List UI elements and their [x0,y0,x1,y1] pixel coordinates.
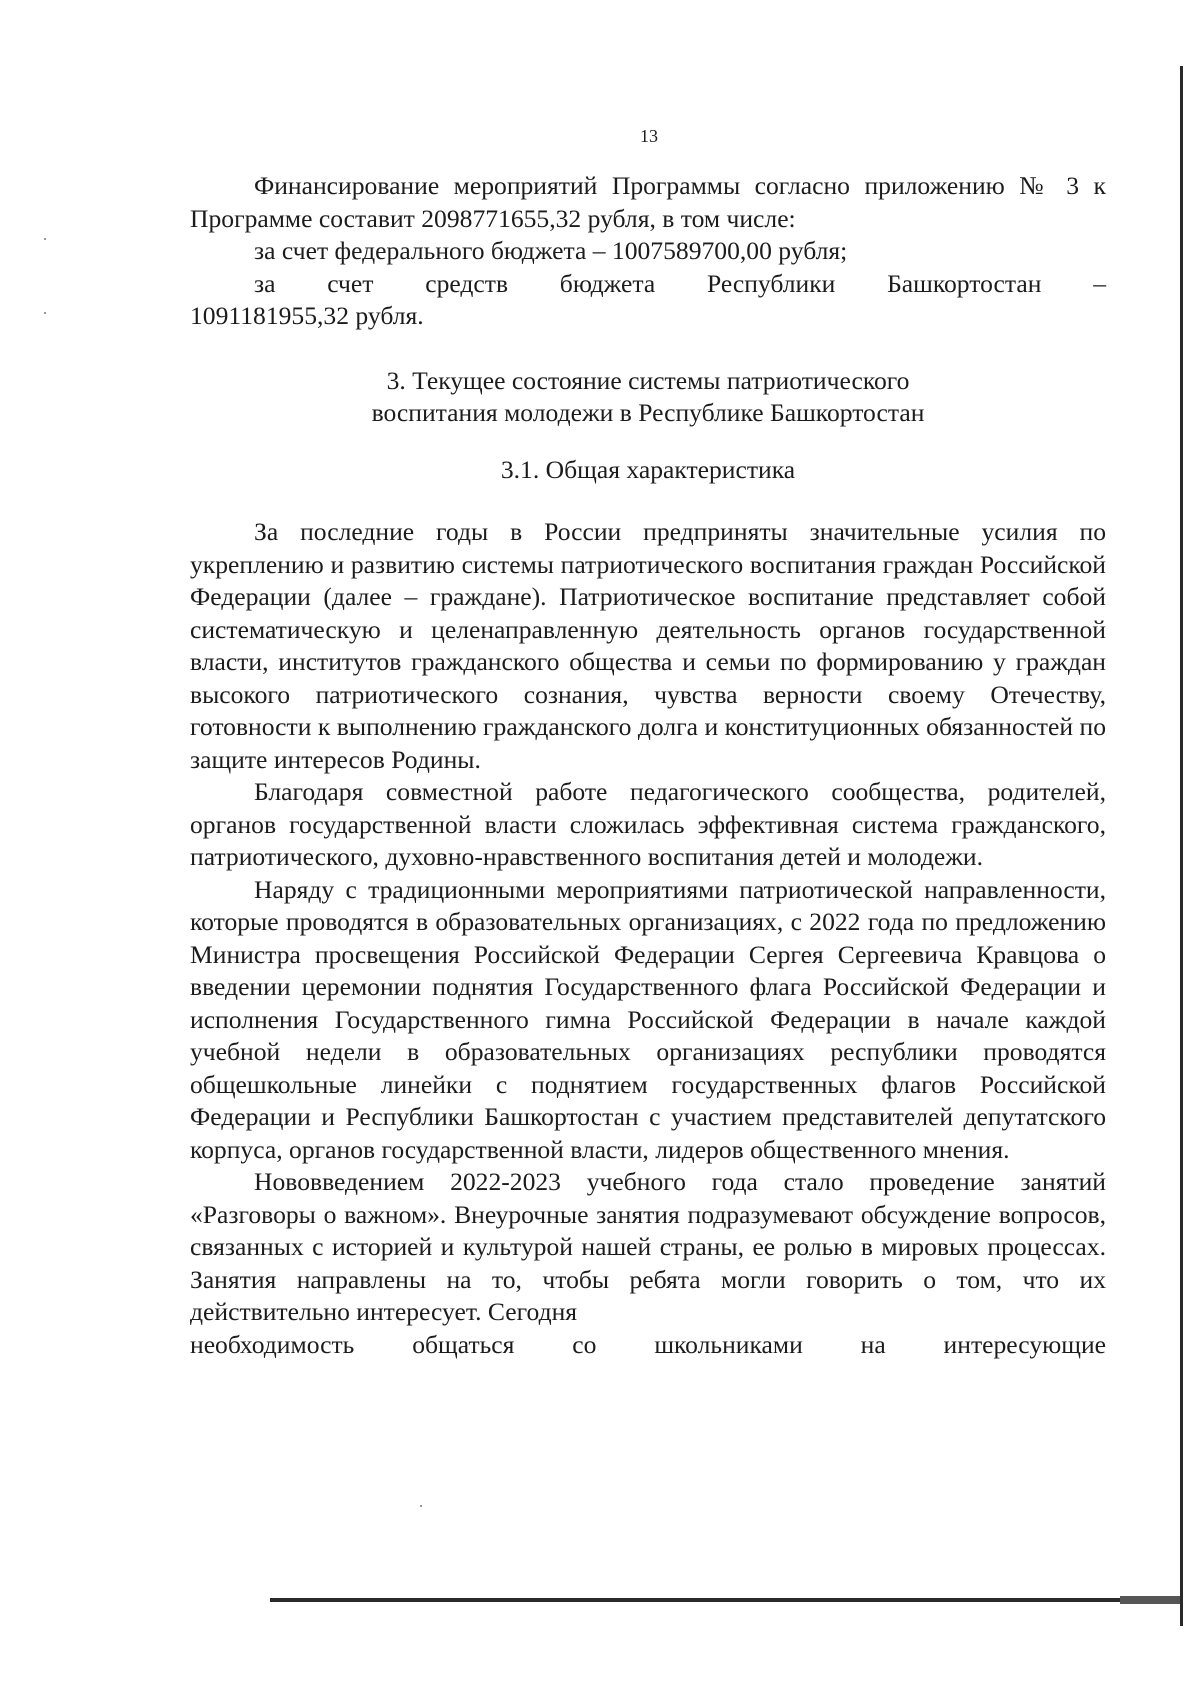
section-title-line: воспитания молодежи в Республике Башкортостан [371,398,925,427]
body-paragraph: Благодаря совместной работе педагогического сообщества, родителей, органов государственной власти сложилась эффективная система гражданского, патриотического, духовно-нравственного воспитания детей и молодежи. [190,777,1106,871]
funding-total-paragraph: Финансирование мероприятий Программы согласно приложению № 3 к Программе составит 2098771655,32 рубля, в том числе: [190,171,1106,233]
scan-speck [420,1505,422,1507]
subsection-title: 3.1. Общая характеристика [500,454,796,484]
page-number: 13 [640,126,658,146]
section-title [190,365,1106,430]
funding-federal-paragraph: за счет федерального бюджета – 1007589700,00 рубля; [254,236,848,265]
funding-regional-amount: 1091181955,32 рубля. [190,301,424,330]
body-paragraph: Наряду с традиционными мероприятиями патриотической направленности, которые проводятся в образовательных организациях, с 2022 года по предложению Министра просвещения Российской Федерации Сергея Сергеевича Кравцова о введении церемонии поднятия Государственного флага Российской Федерации и исполнения Государственного гимна Российской Федерации в начале каждой учебной недели в образовательных организациях республики проводятся общешкольные линейки с поднятием государственных флагов Российской Федерации и Республики Башкортостан с участием представителей депутатского корпуса, органов государственной власти, лидеров общественного мнения. [190,874,1106,1164]
scan-speck [44,238,46,240]
body-paragraph: Нововведением 2022-2023 учебного года стало проведение занятий «Разговоры о важном». Внеурочные занятия подразумевают обсуждение вопросов, связанных с историей и культурой нашей страны, ее ролью в мировых процессах. Занятия направлены на то, чтобы ребята могли говорить о том, что их действительно интересует. Сегодня [190,1167,1106,1326]
scan-speck [44,312,46,314]
section-title-line: 3. Текущее состояние системы патриотического [386,365,910,395]
body-paragraph: За последние годы в России предприняты значительные усилия по укреплению и развитию системы патриотического воспитания граждан Российской Федерации (далее – граждане). Патриотическое воспитание представляет собой систематическую и целенаправленную деятельность органов государственной власти, институтов гражданского общества и семьи по формированию у граждан высокого патриотического сознания, чувства верности своему Отечеству, готовности к выполнению гражданского долга и конституционных обязанностей по защите интересов Родины. [190,517,1106,774]
scan-border-right [1180,66,1183,1626]
funding-regional-line: за счет средств бюджета Республики Башкортостан – [254,268,1106,298]
document-body [190,170,1106,1361]
scan-border-bottom [270,1598,1180,1602]
body-paragraph-last-line: необходимость общаться со школьниками на интересующие [190,1329,1106,1359]
